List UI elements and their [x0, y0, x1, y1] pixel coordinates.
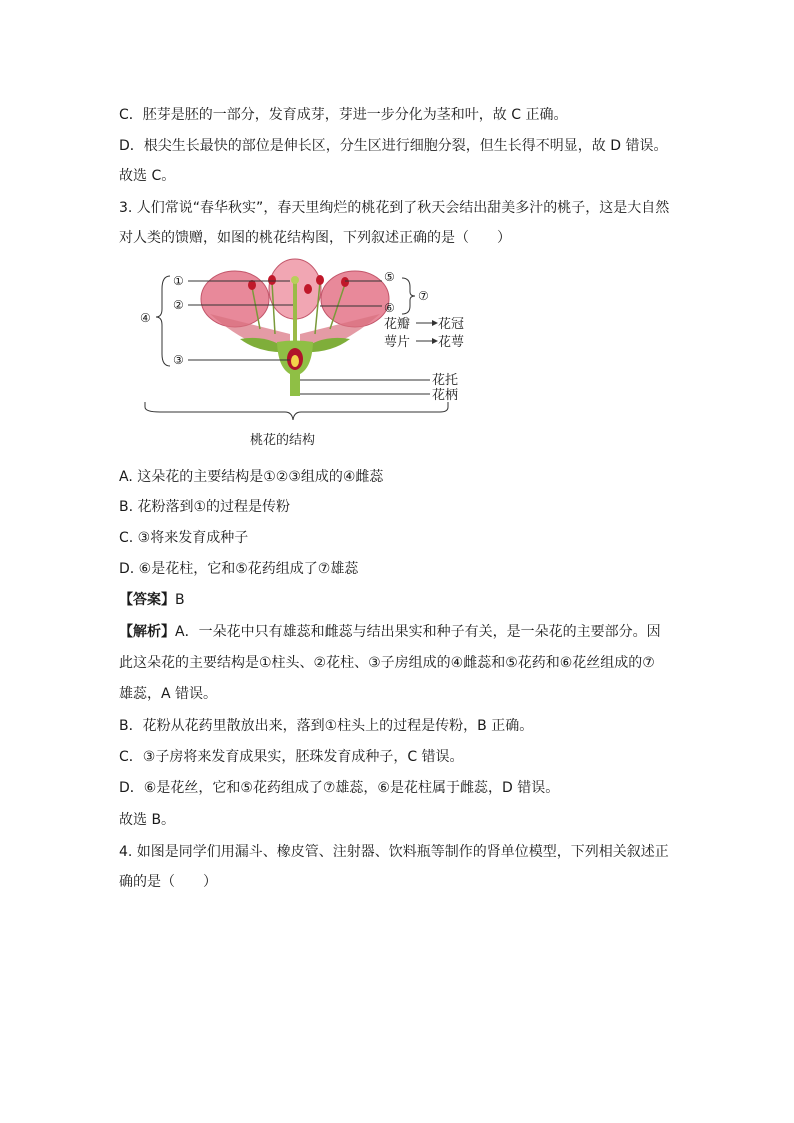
label-receptacle: 花托 [432, 373, 459, 388]
question-4-line-2: 确的是（ ） [119, 874, 217, 890]
peach-flower-diagram [140, 254, 480, 454]
label-sepal: 萼片 [384, 335, 411, 350]
label-calyx: 花萼 [438, 335, 465, 350]
question-3-line-1: 3. 人们常说“春华秋实”，春天里绚烂的桃花到了秋天会结出甜美多汁的桃子，这是大自然 [119, 200, 670, 216]
analysis-line-4: B．花粉从花药里散放出来，落到①柱头上的过程是传粉，B 正确。 [119, 718, 534, 734]
option-c: C. ③将来发育成种子 [119, 530, 249, 546]
question-4-line-1: 4. 如图是同学们用漏斗、橡皮管、注射器、饮料瓶等制作的肾单位模型，下列相关叙述正 [119, 844, 669, 860]
option-d: D. ⑥是花柱，它和⑤花药组成了⑦雄蕊 [119, 561, 359, 577]
label-4: ④ [140, 311, 151, 325]
analysis-line-2: 此这朵花的主要结构是①柱头、②花柱、③子房组成的④雌蕊和⑤花药和⑥花丝组成的⑦ [119, 655, 655, 671]
analysis-tag: 【解析】 [119, 624, 175, 640]
answer-value: B [175, 592, 185, 608]
label-2: ② [173, 298, 184, 312]
text-line-d: D．根尖生长最快的部位是伸长区，分生区进行细胞分裂，但生长得不明显，故 D 错误。 [119, 138, 668, 154]
label-corolla: 花冠 [438, 317, 465, 332]
analysis-line-7: 故选 B。 [119, 812, 176, 828]
figure-caption: 桃花的结构 [250, 433, 316, 448]
label-3: ③ [173, 353, 184, 367]
label-7: ⑦ [418, 289, 429, 303]
analysis-line-6: D．⑥是花丝，它和⑤花药组成了⑦雄蕊，⑥是花柱属于雌蕊，D 错误。 [119, 780, 560, 796]
answer-line [119, 590, 185, 610]
label-petal: 花瓣 [384, 317, 411, 332]
analysis-line-1 [119, 622, 661, 642]
analysis-text-1: A．一朵花中只有雄蕊和雌蕊与结出果实和种子有关，是一朵花的主要部分。因 [175, 624, 661, 640]
answer-tag: 【答案】 [119, 592, 175, 608]
label-5: ⑤ [384, 270, 395, 284]
text-line-c: C．胚芽是胚的一部分，发育成芽，芽进一步分化为茎和叶，故 C 正确。 [119, 107, 568, 123]
analysis-line-5: C．③子房将来发育成果实，胚珠发育成种子，C 错误。 [119, 749, 464, 765]
label-1: ① [173, 274, 184, 288]
label-6: ⑥ [384, 301, 395, 315]
question-3-line-2: 对人类的馈赠，如图的桃花结构图，下列叙述正确的是（ ） [119, 230, 511, 246]
label-pedicel: 花柄 [432, 388, 459, 403]
option-a: A. 这朵花的主要结构是①②③组成的④雌蕊 [119, 469, 384, 485]
text-line-choose-c: 故选 C。 [119, 168, 176, 184]
analysis-line-3: 雄蕊，A 错误。 [119, 686, 218, 702]
option-b: B. 花粉落到①的过程是传粉 [119, 499, 291, 515]
peach-flower-figure [140, 254, 480, 454]
